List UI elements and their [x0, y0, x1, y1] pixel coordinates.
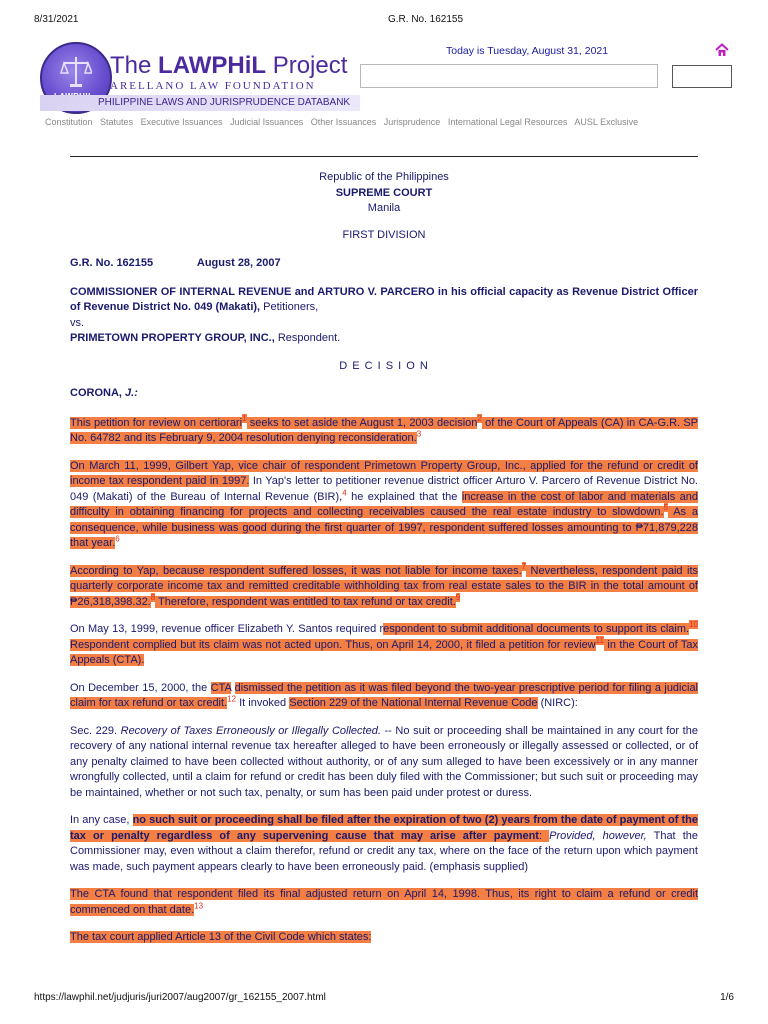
decision-heading: D E C I S I O N — [339, 359, 429, 372]
nav-executive-issuances[interactable]: Executive Issuances — [140, 117, 223, 127]
footnote-5[interactable]: 5 — [663, 503, 668, 513]
print-title: G.R. No. 162155 — [388, 14, 464, 25]
nav-statutes[interactable]: Statutes — [100, 117, 134, 127]
petitioners-names: COMMISSIONER OF INTERNAL REVENUE and ARTURO V. PARCERO in his official capacity as Revenue District Officer of Revenue District No. 049 (Makati), — [70, 285, 698, 313]
search-button[interactable] — [672, 65, 732, 88]
division-name: FIRST DIVISION — [342, 228, 426, 241]
footnote-11[interactable]: 11 — [595, 635, 604, 645]
footnote-7[interactable]: 7 — [521, 561, 527, 571]
footnote-13[interactable]: 13 — [194, 900, 204, 910]
footnote-12[interactable]: 12 — [227, 694, 237, 704]
nav-international-legal-resources[interactable]: International Legal Resources — [447, 117, 568, 127]
decision-document — [70, 170, 698, 946]
print-footer — [34, 992, 734, 1006]
footnote-1[interactable]: 1 — [242, 413, 247, 423]
today-date: Today is Tuesday, August 31, 2021 — [446, 45, 609, 57]
case-caption — [70, 256, 698, 272]
paragraph-5: On December 15, 2000, the CTA dismissed the petition as it was filed beyond the two-year prescriptive period for filing a judicial claim for tax refund or tax credit.$^{12}$ It invoked Section 229 of the National Internal Revenue Code (NIRC): — [70, 681, 698, 709]
ponente-title: J.: — [125, 387, 138, 399]
gr-number: G.R. No. 162155 — [70, 257, 154, 269]
footnote-2[interactable]: 2 — [477, 413, 482, 423]
court-city: Manila — [367, 202, 401, 214]
footnote-3[interactable]: 3 — [416, 429, 422, 439]
home-icon[interactable] — [715, 43, 729, 57]
foundation-name: ARELLANO LAW FOUNDATION — [110, 80, 316, 92]
court-name: SUPREME COURT — [335, 186, 433, 199]
decision-date: August 28, 2007 — [196, 257, 281, 269]
scales-of-justice-icon — [60, 54, 92, 90]
petitioners — [70, 285, 698, 316]
footnote-6[interactable]: 6 — [115, 534, 120, 544]
petitioners-role: Petitioners, — [260, 301, 319, 313]
republic-line: Republic of the Philippines — [319, 171, 449, 183]
paragraph-1: This petition for review on certiorari$^1$ seeks to set aside the August 1, 2003 decision$^2$ of the Court of Appeals (CA) in CA-G.R. SP No. 64782 and its February 9, 2004 resolution denying reconsideration.$^3$ — [70, 413, 698, 444]
paragraph-9: The tax court applied Article 13 of the Civil Code which states: — [70, 931, 372, 943]
footnote-8[interactable]: 8 — [150, 592, 156, 602]
page-url: https://lawphil.net/judjuris/juri2007/aug2007/gr_162155_2007.html — [34, 992, 326, 1003]
paragraph-8: The CTA found that respondent filed its final adjusted return on April 14, 1998. Thus, its right to claim a refund or credit commenced on that date.$^{13}$ — [70, 888, 698, 916]
versus: vs. — [70, 316, 85, 329]
nav-ausl-exclusive[interactable]: AUSL Exclusive — [574, 117, 639, 127]
page-number: 1/6 — [720, 992, 734, 1003]
databank-banner: PHILIPPINE LAWS AND JURISPRUDENCE DATABANK — [40, 95, 360, 111]
nav-constitution[interactable]: Constitution — [45, 117, 93, 127]
print-header — [34, 14, 734, 28]
ponente-name: CORONA, — [70, 387, 122, 399]
site-title — [110, 52, 347, 80]
nav-other-issuances[interactable]: Other Issuances — [310, 117, 377, 127]
respondent-role: Respondent. — [274, 332, 341, 344]
paragraph-6-statute: Sec. 229. Recovery of Taxes Erroneously or Illegally Collected. -- No suit or proceeding shall be maintained in any court for the recovery of any national internal revenue tax hereafter alleged to have been erroneously or illegally assessed or collected, or of any penalty claimed to have been collected without authority, or of any sum alleged to have been excessively or in any manner wrongfully collected, until a claim for refund or credit has been duly filed with the Commissioner; but such suit or proceeding may be maintained, whether or not such tax, penalty, or sum has been paid under protest or duress. — [70, 724, 698, 799]
site-title-brand: LAWPHiL — [158, 52, 267, 79]
respondent-name: PRIMETOWN PROPERTY GROUP, INC., — [70, 332, 275, 344]
respondent — [70, 331, 698, 347]
paragraph-7-proviso: In any case, no such suit or proceeding shall be filed after the expiration of two (2) years from the date of payment of the tax or penalty regardless of any supervening cause that may arise after payment: Provided, however, That the Commissioner may, even without a claim therefor, refund or credit any tax, where on the face of the return upon which payment was made, such payment appears clearly to have been erroneously paid. (emphasis supplied) — [70, 814, 698, 873]
header-divider — [70, 156, 698, 157]
footnote-4[interactable]: 4 — [342, 487, 347, 497]
paragraph-3: According to Yap, because respondent suffered losses, it was not liable for income taxes.$^7$ Nevertheless, respondent paid its quarterly corporate income tax and remitted creditable withholding tax from real estate sales to the BIR in the total amount of ₱26,318,398.32.$^8$ Therefore, respondent was entitled to tax refund or tax credit.$^9$ — [70, 561, 698, 608]
site-title-suffix: Project — [266, 52, 348, 79]
nav-jurisprudence[interactable]: Jurisprudence — [383, 117, 441, 127]
site-title-prefix: The — [110, 52, 159, 79]
paragraph-2: On March 11, 1999, Gilbert Yap, vice chair of respondent Primetown Property Group, Inc., applied for the refund or credit of income tax respondent paid in 1997. In Yap's letter to petitioner revenue district officer Arturo V. Parcero of Revenue District No. 049 (Makati) of the Bureau of Internal Revenue (BIR),$^4$ he explained that the increase in the cost of labor and materials and difficulty in obtaining financing for projects and collecting receivables caused the real estate industry to slowdown.$^5$ As a consequence, while business was good during the first quarter of 1997, respondent suffered losses amounting to ₱71,879,228 that year.$^6$ — [70, 459, 698, 549]
nav-judicial-issuances[interactable]: Judicial Issuances — [230, 117, 304, 127]
footnote-9[interactable]: 9 — [455, 592, 461, 602]
main-nav — [45, 117, 643, 127]
footnote-10[interactable]: 10 — [689, 620, 698, 630]
print-date: 8/31/2021 — [34, 14, 79, 25]
search-input[interactable] — [360, 64, 658, 88]
ponente — [70, 386, 698, 402]
paragraph-4: On May 13, 1999, revenue officer Elizabeth Y. Santos required respondent to submit additional documents to support its claim.$^{10}$ Respondent complied but its claim was not acted upon. Thus, on April 14, 2000, it filed a petition for review$^{11}$ in the Court of Tax Appeals (CTA). — [70, 620, 699, 666]
